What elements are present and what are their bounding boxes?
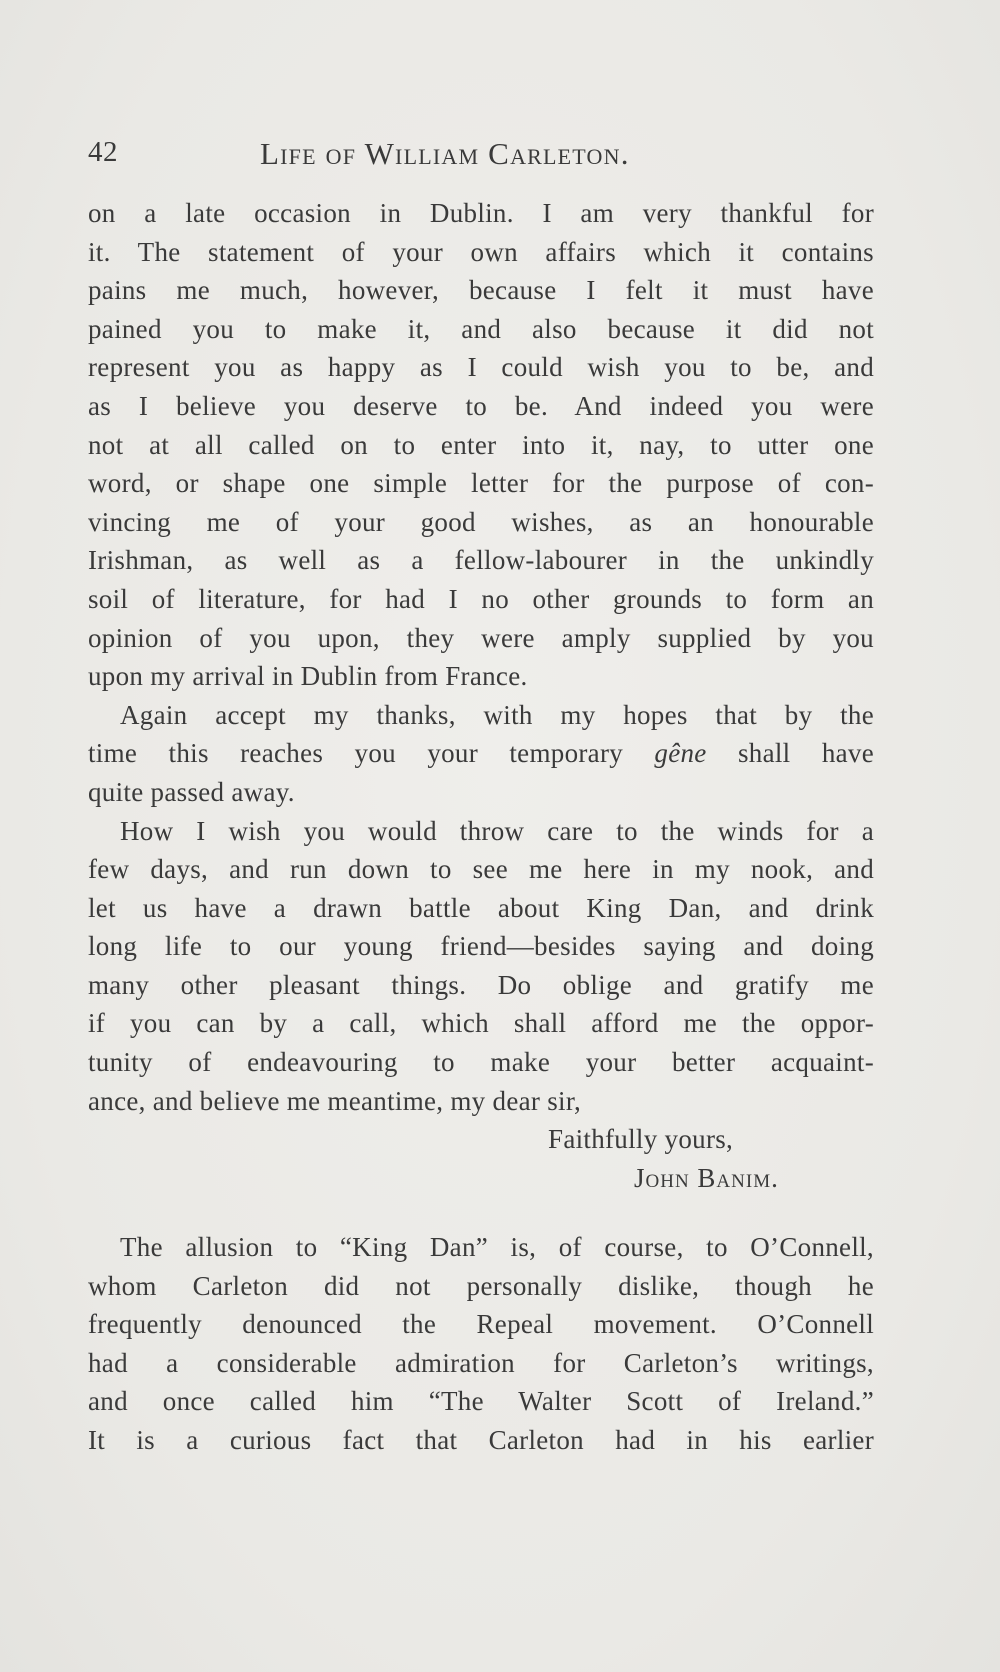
text-line: word, or shape one simple letter for the purpose of con- xyxy=(88,468,874,499)
text-line: ance, and believe me meantime, my dear sir, xyxy=(88,1085,582,1116)
text-line: Irishman, as well as a fellow-labourer in the unkindly xyxy=(88,545,874,576)
text-line: many other pleasant things. Do oblige and gratify me xyxy=(88,969,874,1000)
text-fragment: shall have xyxy=(706,738,875,769)
text-line: How I wish you would throw care to the winds for a xyxy=(120,815,874,846)
text-line: let us have a drawn battle about King Dan, and drink xyxy=(88,892,874,923)
page-header xyxy=(88,136,874,172)
text-line: pains me much, however, because I felt it must have xyxy=(88,275,874,306)
text-line: whom Carleton did not personally dislike, though he xyxy=(88,1270,874,1301)
text-line: represent you as happy as I could wish you to be, and xyxy=(88,352,874,383)
italic-word: gêne xyxy=(654,738,707,769)
text-line: not at all called on to enter into it, nay, to utter one xyxy=(88,429,874,460)
text-line: soil of literature, for had I no other grounds to form an xyxy=(88,583,874,614)
text-line: It is a curious fact that Carleton had in his earlier xyxy=(88,1424,874,1455)
text-line: if you can by a call, which shall afford me the oppor- xyxy=(88,1008,874,1039)
letter-text xyxy=(88,194,874,1197)
text-line: The allusion to “King Dan” is, of course, to O’Connell, xyxy=(120,1232,874,1262)
text-line: opinion of you upon, they were amply supplied by you xyxy=(88,622,874,653)
text-line: long life to our young friend—besides saying and doing xyxy=(88,931,874,962)
text-line: quite passed away. xyxy=(88,776,295,807)
text-fragment: time this reaches you your temporary xyxy=(88,738,655,769)
text-line: few days, and run down to see me here in my nook, and xyxy=(88,854,874,885)
letter-closing: Faithfully yours, xyxy=(548,1124,734,1155)
running-head: Life of William Carleton. xyxy=(260,136,630,171)
text-line: on a late occasion in Dublin. I am very thankful for xyxy=(88,198,874,228)
text-line: Again accept my thanks, with my hopes that by the xyxy=(120,699,874,730)
text-line: had a considerable admiration for Carleton’s writings, xyxy=(88,1347,874,1378)
text-line: upon my arrival in Dublin from France. xyxy=(88,661,528,692)
text-line: frequently denounced the Repeal movement. O’Connell xyxy=(88,1309,874,1340)
commentary-text xyxy=(88,1228,874,1460)
page-number: 42 xyxy=(88,136,118,168)
text-line-with-italic xyxy=(88,734,874,773)
text-line: and once called him “The Walter Scott of Ireland.” xyxy=(88,1386,874,1417)
text-line: tunity of endeavouring to make your better acquaint- xyxy=(88,1047,874,1078)
letter-signature: John Banim. xyxy=(634,1162,779,1193)
text-line: it. The statement of your own affairs which it contains xyxy=(88,236,874,267)
text-line: as I believe you deserve to be. And indeed you were xyxy=(88,390,874,421)
text-line: pained you to make it, and also because it did not xyxy=(88,313,874,344)
text-line: vincing me of your good wishes, as an honourable xyxy=(88,506,874,537)
